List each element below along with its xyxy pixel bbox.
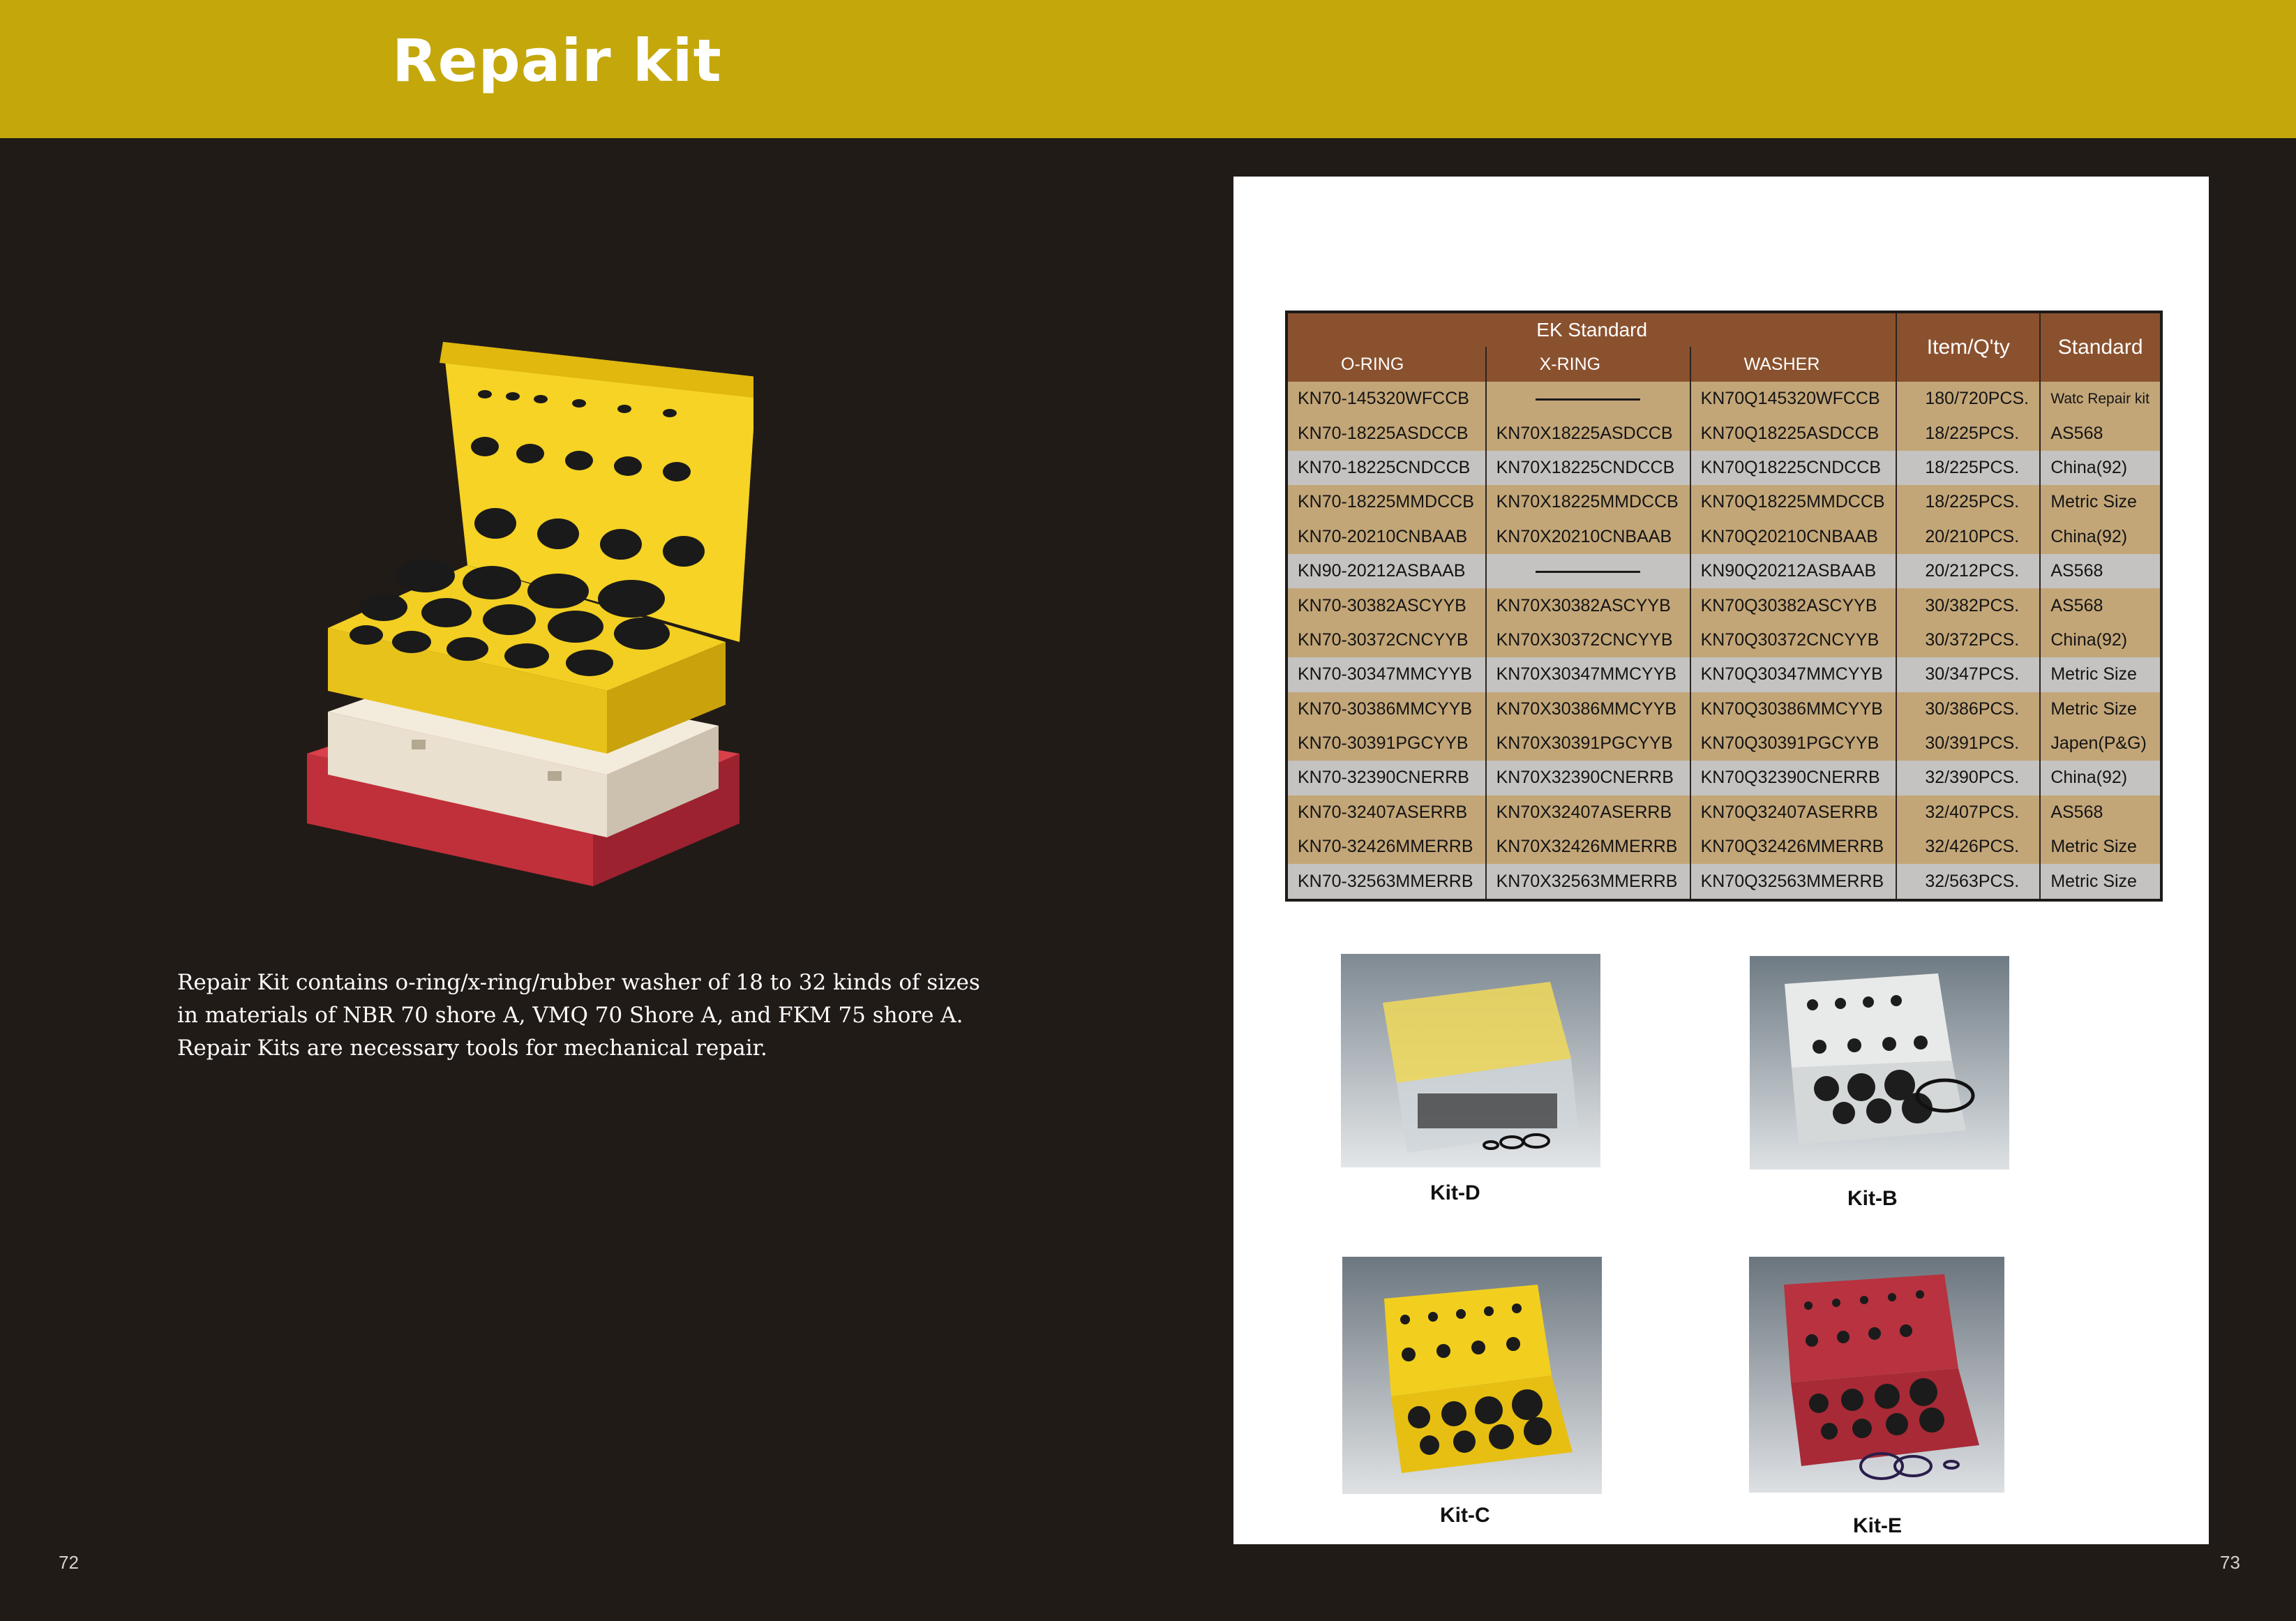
qty-cell: 20/212PCS. <box>1896 554 2040 588</box>
standard-cell: Metric Size <box>2040 485 2161 519</box>
column-header-standard: Standard <box>2040 312 2161 382</box>
washer-cell: KN70Q20210CNBAAB <box>1690 520 1897 554</box>
qty-cell: 18/225PCS. <box>1896 451 2040 485</box>
table-row <box>1286 588 2161 622</box>
standard-cell: Watc Repair kit <box>2040 382 2161 416</box>
o-ring-cell: KN70-18225MMDCCB <box>1286 485 1486 519</box>
column-header-o-ring: O-RING <box>1286 347 1486 382</box>
product-description <box>177 966 1084 1065</box>
column-header-x-ring: X-RING <box>1486 347 1690 382</box>
standard-cell: Metric Size <box>2040 864 2161 899</box>
standard-cell: AS568 <box>2040 588 2161 622</box>
description-line: Repair Kits are necessary tools for mechanical repair. <box>177 1036 767 1061</box>
table-row <box>1286 830 2161 864</box>
washer-cell: KN90Q20212ASBAAB <box>1690 554 1897 588</box>
qty-cell: 18/225PCS. <box>1896 485 2040 519</box>
x-ring-cell: KN70X30382ASCYYB <box>1486 588 1690 622</box>
table-row <box>1286 416 2161 450</box>
spec-table <box>1285 311 2163 902</box>
kit-c-photo <box>1342 1257 1602 1494</box>
page-number-right: 73 <box>2220 1552 2240 1573</box>
qty-cell: 32/563PCS. <box>1896 864 2040 899</box>
washer-cell: KN70Q18225CNDCCB <box>1690 451 1897 485</box>
o-ring-cell: KN70-18225CNDCCB <box>1286 451 1486 485</box>
washer-cell: KN70Q145320WFCCB <box>1690 382 1897 416</box>
table-row <box>1286 554 2161 588</box>
dash-line <box>1536 398 1640 401</box>
kit-c-label: Kit-C <box>1440 1504 1490 1527</box>
washer-cell: KN70Q32426MMERRB <box>1690 830 1897 864</box>
qty-cell: 20/210PCS. <box>1896 520 2040 554</box>
kit-b-label: Kit-B <box>1847 1187 1898 1210</box>
washer-cell: KN70Q30347MMCYYB <box>1690 657 1897 692</box>
standard-cell: China(92) <box>2040 623 2161 657</box>
o-ring-cell: KN70-30391PGCYYB <box>1286 726 1486 761</box>
o-ring-cell: KN70-32407ASERRB <box>1286 795 1486 830</box>
standard-cell: Metric Size <box>2040 692 2161 726</box>
x-ring-cell: KN70X30372CNCYYB <box>1486 623 1690 657</box>
o-ring-cell: KN70-30372CNCYYB <box>1286 623 1486 657</box>
washer-cell: KN70Q30391PGCYYB <box>1690 726 1897 761</box>
x-ring-cell: KN70X30386MMCYYB <box>1486 692 1690 726</box>
o-ring-cell: KN70-30386MMCYYB <box>1286 692 1486 726</box>
o-ring-cell: KN70-32426MMERRB <box>1286 830 1486 864</box>
o-ring-cell: KN70-30347MMCYYB <box>1286 657 1486 692</box>
spec-table-body <box>1286 382 2161 900</box>
qty-cell: 30/382PCS. <box>1896 588 2040 622</box>
qty-cell: 18/225PCS. <box>1896 416 2040 450</box>
column-header-qty: Item/Q'ty <box>1896 312 2040 382</box>
x-ring-cell: KN70X30391PGCYYB <box>1486 726 1690 761</box>
header-banner <box>0 0 2296 138</box>
qty-cell: 30/386PCS. <box>1896 692 2040 726</box>
washer-cell: KN70Q32563MMERRB <box>1690 864 1897 899</box>
standard-cell: China(92) <box>2040 761 2161 795</box>
table-row <box>1286 485 2161 519</box>
x-ring-cell: KN70X32407ASERRB <box>1486 795 1690 830</box>
x-ring-cell: KN70X18225CNDCCB <box>1486 451 1690 485</box>
kit-e-label: Kit-E <box>1853 1514 1902 1537</box>
qty-cell: 32/407PCS. <box>1896 795 2040 830</box>
x-ring-cell: KN70X32390CNERRB <box>1486 761 1690 795</box>
x-ring-cell: KN70X18225MMDCCB <box>1486 485 1690 519</box>
table-row <box>1286 520 2161 554</box>
standard-cell: AS568 <box>2040 554 2161 588</box>
x-ring-cell <box>1486 382 1690 416</box>
x-ring-cell: KN70X20210CNBAAB <box>1486 520 1690 554</box>
standard-cell: China(92) <box>2040 451 2161 485</box>
standard-cell: China(92) <box>2040 520 2161 554</box>
o-ring-cell: KN70-20210CNBAAB <box>1286 520 1486 554</box>
qty-cell: 32/390PCS. <box>1896 761 2040 795</box>
washer-cell: KN70Q30372CNCYYB <box>1690 623 1897 657</box>
o-ring-cell: KN70-32390CNERRB <box>1286 761 1486 795</box>
o-ring-cell: KN90-20212ASBAAB <box>1286 554 1486 588</box>
group-header: EK Standard <box>1286 312 1896 347</box>
washer-cell: KN70Q32407ASERRB <box>1690 795 1897 830</box>
column-header-washer: WASHER <box>1690 347 1897 382</box>
spec-panel <box>1233 177 2209 1544</box>
table-row <box>1286 382 2161 416</box>
standard-cell: AS568 <box>2040 416 2161 450</box>
x-ring-cell: KN70X30347MMCYYB <box>1486 657 1690 692</box>
description-line: in materials of NBR 70 shore A, VMQ 70 Shore A, and FKM 75 shore A. <box>177 1003 963 1028</box>
table-row <box>1286 761 2161 795</box>
repair-kit-product-image <box>307 335 753 893</box>
washer-cell: KN70Q18225ASDCCB <box>1690 416 1897 450</box>
qty-cell: 30/372PCS. <box>1896 623 2040 657</box>
qty-cell: 32/426PCS. <box>1896 830 2040 864</box>
washer-cell: KN70Q30382ASCYYB <box>1690 588 1897 622</box>
standard-cell: Metric Size <box>2040 830 2161 864</box>
table-row <box>1286 864 2161 899</box>
table-row <box>1286 726 2161 761</box>
qty-cell: 30/391PCS. <box>1896 726 2040 761</box>
kit-d-photo <box>1341 954 1600 1167</box>
table-row <box>1286 692 2161 726</box>
x-ring-cell: KN70X32426MMERRB <box>1486 830 1690 864</box>
o-ring-cell: KN70-32563MMERRB <box>1286 864 1486 899</box>
x-ring-cell: KN70X18225ASDCCB <box>1486 416 1690 450</box>
o-ring-cell: KN70-145320WFCCB <box>1286 382 1486 416</box>
x-ring-cell: KN70X32563MMERRB <box>1486 864 1690 899</box>
page-number-left: 72 <box>59 1552 79 1573</box>
kit-d-label: Kit-D <box>1430 1181 1480 1204</box>
qty-cell: 30/347PCS. <box>1896 657 2040 692</box>
page-title: Repair kit <box>392 27 722 95</box>
washer-cell: KN70Q30386MMCYYB <box>1690 692 1897 726</box>
table-row <box>1286 623 2161 657</box>
kit-b-photo <box>1750 956 2009 1170</box>
standard-cell: Metric Size <box>2040 657 2161 692</box>
o-ring-cell: KN70-30382ASCYYB <box>1286 588 1486 622</box>
washer-cell: KN70Q18225MMDCCB <box>1690 485 1897 519</box>
description-line: Repair Kit contains o-ring/x-ring/rubber washer of 18 to 32 kinds of sizes <box>177 970 980 995</box>
standard-cell: AS568 <box>2040 795 2161 830</box>
table-row <box>1286 657 2161 692</box>
washer-cell: KN70Q32390CNERRB <box>1690 761 1897 795</box>
table-row <box>1286 795 2161 830</box>
dash-line <box>1536 571 1640 573</box>
o-ring-cell: KN70-18225ASDCCB <box>1286 416 1486 450</box>
standard-cell: Japen(P&G) <box>2040 726 2161 761</box>
table-row <box>1286 451 2161 485</box>
kit-e-photo <box>1749 1257 2004 1493</box>
qty-cell: 180/720PCS. <box>1896 382 2040 416</box>
x-ring-cell <box>1486 554 1690 588</box>
